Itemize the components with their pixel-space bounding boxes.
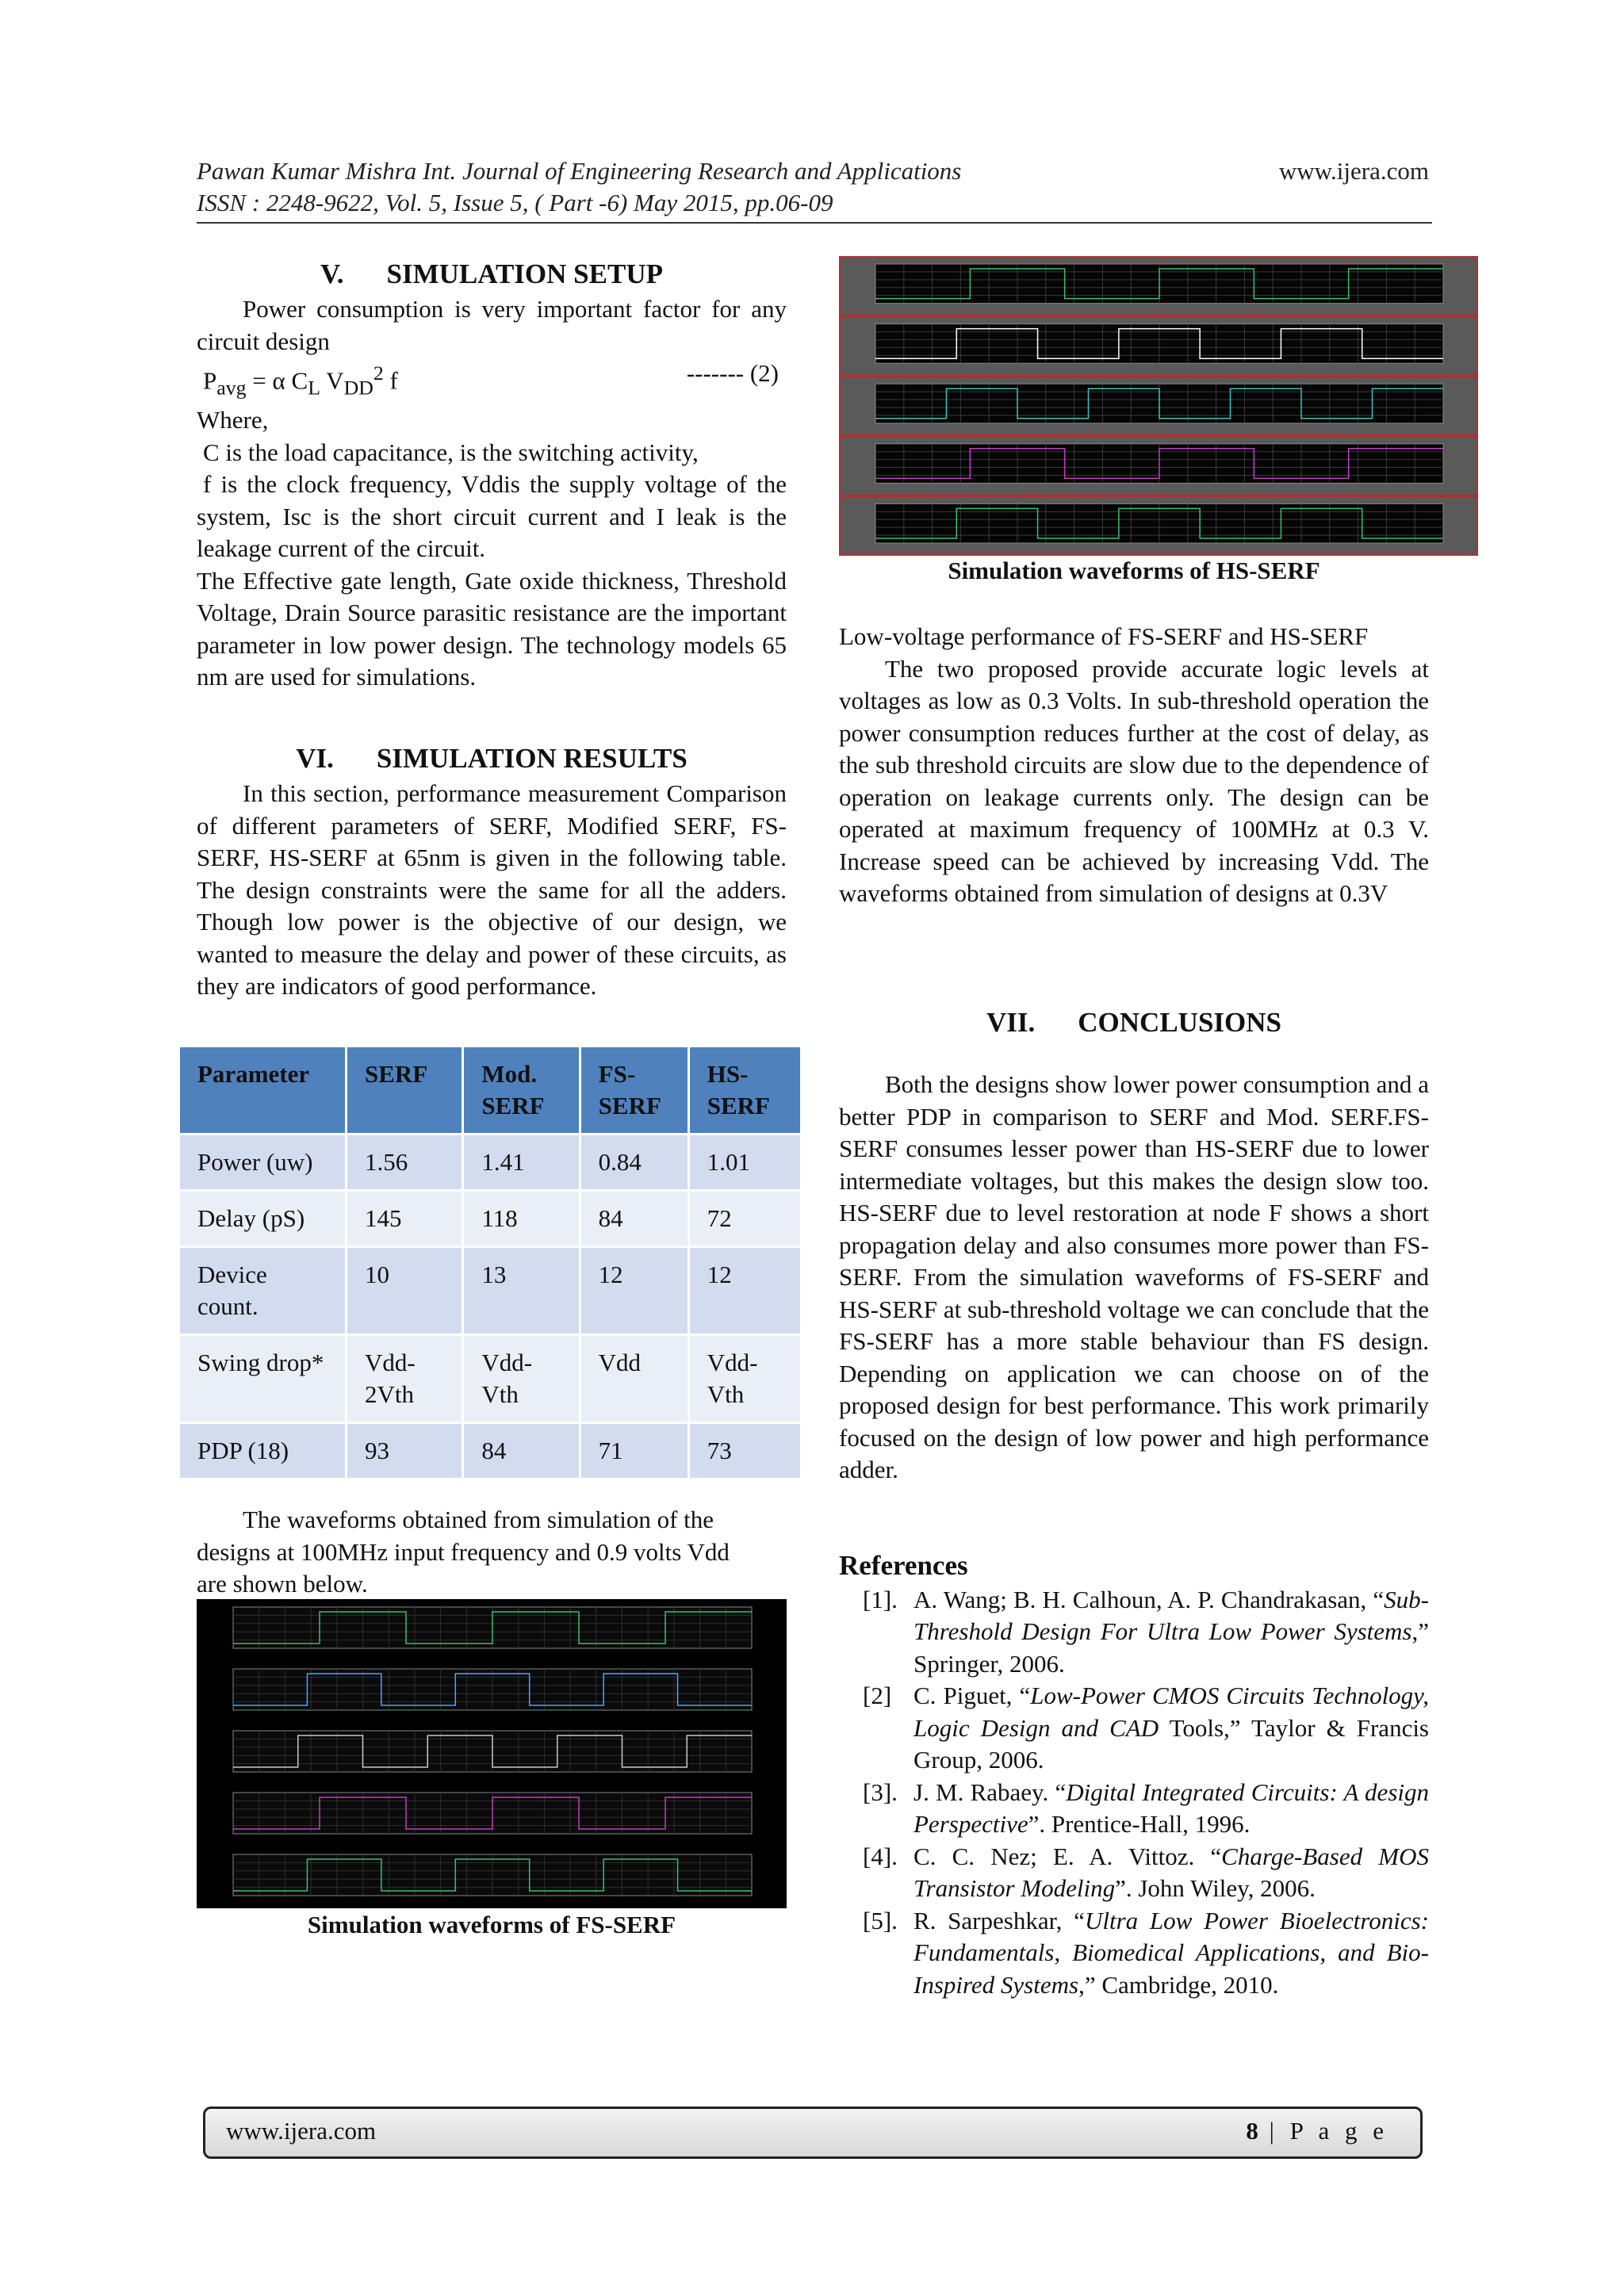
- journal-title: Pawan Kumar Mishra Int. Journal of Engineering Research and Applications: [197, 157, 962, 185]
- table-cell: Vdd-2Vth: [347, 1336, 462, 1422]
- section-heading: [197, 255, 787, 293]
- table-cell: 93: [347, 1424, 462, 1478]
- waveforms-intro: [197, 1504, 752, 1601]
- table-row: [180, 1248, 800, 1334]
- table-cell: Power (uw): [180, 1135, 345, 1189]
- reference-item: [839, 1905, 1429, 2002]
- references-heading: References: [839, 1550, 968, 1581]
- table-header: Mod. SERF: [464, 1047, 578, 1133]
- table-cell: 13: [464, 1248, 578, 1334]
- reference-item: [839, 1584, 1429, 1681]
- paragraph: C is the load capacitance, is the switching activity,: [203, 438, 699, 466]
- footer-website[interactable]: www.ijera.com: [226, 2117, 377, 2145]
- paragraph: Power consumption is very important factor for any circuit design: [197, 295, 787, 355]
- section-number: VI.: [296, 743, 334, 774]
- section-title: SIMULATION RESULTS: [376, 743, 688, 774]
- equation-number: ------- (2): [686, 359, 779, 387]
- paragraph: Both the designs show lower power consumption and a better PDP in comparison to SERF and Mod. SERF.FS-SERF consumes lesser power than HS-SERF due to lower intermediate voltages, but this makes the design slow too. HS-SERF due to level restoration at node F shows a short propagation delay and also consumes more power than FS-SERF. From the simulation waveforms of FS-SERF and HS-SERF at sub-threshold voltage we can conclude that the FS-SERF has a more stable behaviour than FS design. Depending on application we can choose on of the proposed design for best performance. This work primarily focused on the design of low power and high performance adder.: [839, 1070, 1429, 1483]
- power-formula: [197, 358, 787, 404]
- section-heading: [839, 1004, 1429, 1042]
- table-cell: 12: [690, 1248, 800, 1334]
- table-cell: 84: [581, 1192, 688, 1246]
- table-cell: Vdd: [581, 1336, 688, 1422]
- table-cell: 10: [347, 1248, 462, 1334]
- section-number: VII.: [986, 1007, 1036, 1038]
- table-cell: PDP (18): [180, 1424, 345, 1478]
- header-rule: [197, 222, 1432, 224]
- table-cell: 1.56: [347, 1135, 462, 1189]
- table-cell: Device count.: [180, 1248, 345, 1334]
- journal-issue: ISSN : 2248-9622, Vol. 5, Issue 5, ( Part -6) May 2015, pp.06-09: [197, 189, 833, 216]
- hs-serf-waveform-image: [839, 256, 1478, 556]
- table-cell: 1.41: [464, 1135, 578, 1189]
- table-header: FS-SERF: [581, 1047, 688, 1133]
- figure-caption: Simulation waveforms of HS-SERF: [948, 557, 1320, 584]
- section-simulation-setup: [197, 255, 787, 694]
- table-header: HS-SERF: [690, 1047, 800, 1133]
- reference-item: [839, 1680, 1429, 1777]
- page-number: 8 | P a g e: [1246, 2117, 1388, 2145]
- table-header-row: [180, 1047, 800, 1133]
- formula: $P_{avg} = \alpha$ $C_L$ $V_{DD}^2$ f: [203, 362, 398, 400]
- reference-text: R. Sarpeshkar, “Ultra Low Power Bioelectronics: Fundamentals, Biomedical Applications, and Bio-Inspired Systems,” Cambridge, 2010.: [914, 1906, 1429, 1999]
- reference-number: [3].: [863, 1777, 898, 1806]
- fs-serf-waveform-image: [197, 1599, 787, 1908]
- table-cell: 72: [690, 1192, 800, 1246]
- section-low-voltage: [839, 621, 1429, 910]
- reference-text: A. Wang; B. H. Calhoun, A. P. Chandrakasan, “Sub-Threshold Design For Ultra Low Power Systems,” Springer, 2006.: [914, 1585, 1429, 1678]
- table-cell: 12: [581, 1248, 688, 1334]
- section-heading: [197, 740, 787, 778]
- reference-text: C. Piguet, “Low-Power CMOS Circuits Technology, Logic Design and CAD Tools,” Taylor & Francis Group, 2006.: [914, 1682, 1429, 1774]
- paragraph: The two proposed provide accurate logic levels at voltages as low as 0.3 Volts. In sub-threshold operation the power consumption reduces further at the cost of delay, as the sub threshold circuits are slow due to the dependence of operation on leakage currents only. The design can be operated at maximum frequency of 100MHz at 0.3 V. Increase speed can be achieved by increasing Vdd. The waveforms obtained from simulation of designs at 0.3V: [839, 654, 1429, 907]
- paragraph: In this section, performance measurement Comparison of different parameters of SERF, Modified SERF, FS-SERF, HS-SERF at 65nm is given in the following table. The design constraints were the same for all the adders. Though low power is the objective of our design, we wanted to measure the delay and power of these circuits, as they are indicators of good performance.: [197, 779, 787, 1000]
- table-cell: Delay (pS): [180, 1192, 345, 1246]
- parameters-table: [178, 1045, 802, 1480]
- reference-item: [839, 1777, 1429, 1841]
- section-title: SIMULATION SETUP: [386, 258, 663, 289]
- references: [839, 1550, 1429, 2001]
- paragraph: The Effective gate length, Gate oxide thickness, Threshold: [197, 566, 787, 595]
- table-row: [180, 1192, 800, 1246]
- paragraph: The waveforms obtained from simulation of the designs at 100MHz input frequency and 0.9 volts Vdd are shown below.: [197, 1506, 730, 1598]
- journal-website[interactable]: www.ijera.com: [1278, 157, 1429, 185]
- table-cell: 118: [464, 1192, 578, 1246]
- reference-number: [1].: [863, 1585, 898, 1613]
- paragraph: Where,: [197, 406, 269, 434]
- table-header: SERF: [347, 1047, 462, 1133]
- table-cell: Vdd-Vth: [464, 1336, 578, 1422]
- reference-number: [5].: [863, 1906, 898, 1934]
- table-cell: 84: [464, 1424, 578, 1478]
- table-cell: Swing drop*: [180, 1336, 345, 1422]
- reference-text: C. C. Nez; E. A. Vittoz. “Charge-Based MOS Transistor Modeling”. John Wiley, 2006.: [914, 1842, 1429, 1902]
- section-title: CONCLUSIONS: [1078, 1007, 1281, 1038]
- section-conclusions: [839, 1004, 1429, 1487]
- table-row: [180, 1424, 800, 1478]
- table-cell: 0.84: [581, 1135, 688, 1189]
- table-cell: 145: [347, 1192, 462, 1246]
- reference-item: [839, 1841, 1429, 1905]
- reference-number: [4].: [863, 1842, 898, 1870]
- table-header: Parameter: [180, 1047, 345, 1133]
- section-number: V.: [320, 258, 344, 289]
- paragraph: Voltage, Drain Source parasitic resistance are the important parameter in low power design. The technology models 65 nm are used for simulations.: [197, 599, 787, 691]
- table-cell: 71: [581, 1424, 688, 1478]
- figure-caption: Simulation waveforms of FS-SERF: [307, 1911, 676, 1938]
- reference-number: [2]: [863, 1682, 892, 1709]
- paragraph: f is the clock frequency, Vddis the supply voltage of the system, Isc is the short circuit current and I leak is the leakage current of the circuit.: [197, 470, 787, 563]
- table-cell: 1.01: [690, 1135, 800, 1189]
- subsection-title: Low-voltage performance of FS-SERF and HS-SERF: [839, 622, 1369, 650]
- table-row: [180, 1336, 800, 1422]
- reference-text: J. M. Rabaey. “Digital Integrated Circuits: A design Perspective”. Prentice-Hall, 1996.: [914, 1777, 1429, 1838]
- table-cell: Vdd-Vth: [690, 1336, 800, 1422]
- section-simulation-results: [197, 740, 787, 1003]
- table-cell: 73: [690, 1424, 800, 1478]
- page-footer: [203, 2107, 1423, 2159]
- table-row: [180, 1135, 800, 1189]
